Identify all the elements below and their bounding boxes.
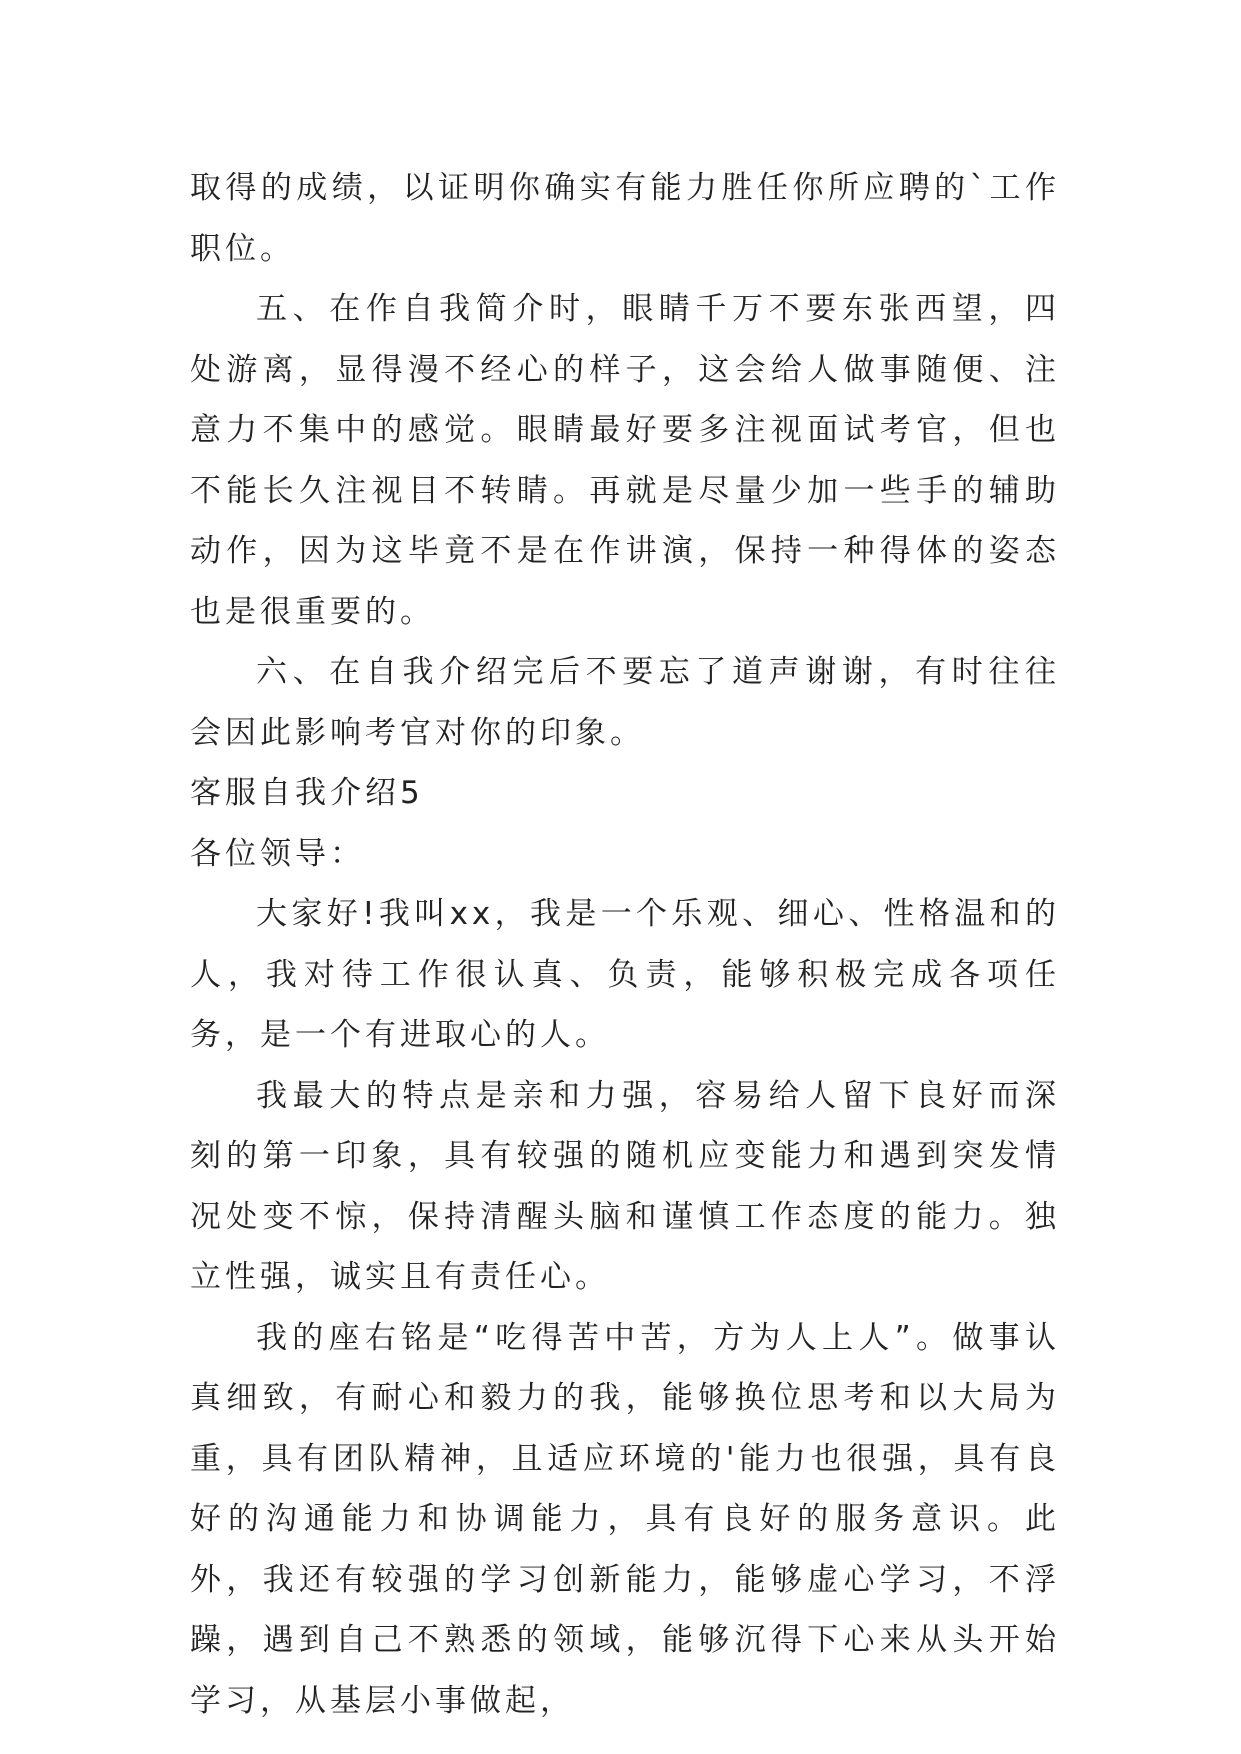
paragraph-greeting: 大家好!我叫xx，我是一个乐观、细心、性格温和的人，我对待工作很认真、负责，能够积极完成各项任务，是一个有进取心的人。 [190, 896, 1060, 1053]
salutation: 各位领导： [190, 835, 365, 872]
document-body [190, 158, 1060, 1731]
paragraph-tip-five: 五、在作自我简介时，眼睛千万不要东张西望，四处游离，显得漫不经心的样子，这会给人做事随便、注意力不集中的感觉。眼睛最好要多注视面试考官，但也不能长久注视目不转睛。再就是尽量少加一些手的辅助动作，因为这毕竟不是在作讲演，保持一种得体的姿态也是很重要的。 [190, 291, 1060, 630]
paragraph-tip-six: 六、在自我介绍完后不要忘了道声谢谢，有时往往会因此影响考官对你的印象。 [190, 654, 1060, 751]
section-heading: 客服自我介绍5 [190, 775, 424, 811]
paragraph-motto: 我的座右铭是“吃得苦中苦，方为人上人”。做事认真细致，有耐心和毅力的我，能够换位思考和以大局为重，具有团队精神，且适应环境的'能力也很强，具有良好的沟通能力和协调能力，具有良好的服务意识。此外，我还有较强的学习创新能力，能够虚心学习，不浮躁，遇到自己不熟悉的领域，能够沉得下心来从头开始学习，从基层小事做起， [190, 1319, 1060, 1719]
paragraph-achievements: 取得的成绩，以证明你确实有能力胜任你所应聘的`工作职位。 [190, 170, 1060, 267]
paragraph-strengths: 我最大的特点是亲和力强，容易给人留下良好而深刻的第一印象，具有较强的随机应变能力和遇到突发情况处变不惊，保持清醒头脑和谨慎工作态度的能力。独立性强，诚实且有责任心。 [190, 1077, 1060, 1295]
